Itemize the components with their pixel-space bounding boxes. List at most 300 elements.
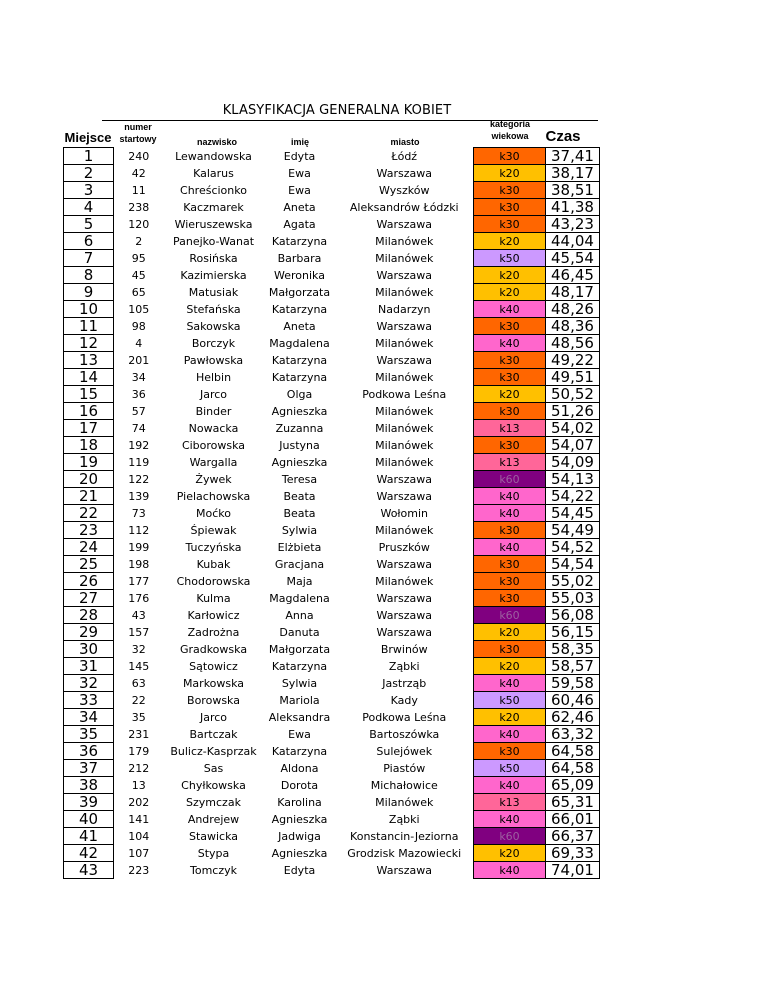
cell-cat: k30 xyxy=(474,641,546,658)
cell-city: Ząbki xyxy=(388,659,420,673)
cell-city: Wyszków xyxy=(379,183,430,197)
cell-city: Podkowa Leśna xyxy=(362,387,447,401)
cell-name: Ewa xyxy=(288,727,311,741)
cell-time: 49,22 xyxy=(546,352,600,369)
cell-time: 63,32 xyxy=(546,726,600,743)
cell-city: Piastów xyxy=(383,761,426,775)
cell-surname: Bartczak xyxy=(189,727,238,741)
cell-time: 55,02 xyxy=(546,573,600,590)
cell-surname: Kaczmarek xyxy=(183,200,244,214)
cell-cat: k30 xyxy=(474,437,546,454)
cell-time: 54,13 xyxy=(546,471,600,488)
cell-city: Milanówek xyxy=(375,438,434,452)
cell-time: 55,03 xyxy=(546,590,600,607)
cell-name: Katarzyna xyxy=(271,353,328,367)
cell-name: Karolina xyxy=(277,795,322,809)
cell-city: Milanówek xyxy=(375,795,434,809)
table-row xyxy=(64,233,600,250)
cell-time: 48,26 xyxy=(546,301,600,318)
table-row xyxy=(64,675,600,692)
cell-place: 25 xyxy=(64,556,114,573)
cell-time: 54,09 xyxy=(546,454,600,471)
cell-place: 9 xyxy=(64,284,114,301)
cell-time: 48,56 xyxy=(546,335,600,352)
cell-time: 37,41 xyxy=(546,148,600,165)
table-row xyxy=(64,777,600,794)
table-row xyxy=(64,250,600,267)
results-table xyxy=(63,147,600,879)
cell-name: Weronika xyxy=(274,268,325,282)
table-row xyxy=(64,828,600,845)
cell-surname: Kalarus xyxy=(193,166,234,180)
cell-city: Bartoszówka xyxy=(369,727,440,741)
table-row xyxy=(64,454,600,471)
cell-name: Jadwiga xyxy=(278,829,321,843)
cell-cat: k20 xyxy=(474,386,546,403)
cell-place: 23 xyxy=(64,522,114,539)
cell-time: 74,01 xyxy=(546,862,600,879)
cell-start: 32 xyxy=(114,641,164,658)
cell-name: Anna xyxy=(285,608,314,622)
cell-cat: k30 xyxy=(474,369,546,386)
cell-place: 10 xyxy=(64,301,114,318)
cell-time: 54,54 xyxy=(546,556,600,573)
cell-start: 112 xyxy=(114,522,164,539)
cell-time: 51,26 xyxy=(546,403,600,420)
cell-city: Grodzisk Mazowiecki xyxy=(347,846,462,860)
table-row xyxy=(64,284,600,301)
table-row xyxy=(64,437,600,454)
cell-surname: Matusiak xyxy=(188,285,239,299)
cell-city: Warszawa xyxy=(376,591,432,605)
cell-city: Milanówek xyxy=(375,370,434,384)
table-row xyxy=(64,709,600,726)
cell-city: Jastrząb xyxy=(382,676,427,690)
cell-start: 199 xyxy=(114,539,164,556)
cell-city: Sulejówek xyxy=(376,744,433,758)
cell-surname: Żywek xyxy=(195,472,232,486)
table-row xyxy=(64,505,600,522)
cell-city: Milanówek xyxy=(375,574,434,588)
cell-surname: Tuczyńska xyxy=(185,540,242,554)
cell-place: 22 xyxy=(64,505,114,522)
table-row xyxy=(64,352,600,369)
cell-time: 54,07 xyxy=(546,437,600,454)
cell-start: 120 xyxy=(114,216,164,233)
table-row xyxy=(64,165,600,182)
cell-cat: k40 xyxy=(474,539,546,556)
cell-surname: Gradkowska xyxy=(179,642,248,656)
cell-place: 29 xyxy=(64,624,114,641)
cell-time: 62,46 xyxy=(546,709,600,726)
table-row xyxy=(64,658,600,675)
cell-cat: k40 xyxy=(474,335,546,352)
cell-cat: k60 xyxy=(474,607,546,624)
table-row xyxy=(64,369,600,386)
cell-start: 4 xyxy=(114,335,164,352)
cell-surname: Jarco xyxy=(199,710,228,724)
cell-place: 27 xyxy=(64,590,114,607)
cell-start: 11 xyxy=(114,182,164,199)
cell-name: Dorota xyxy=(280,778,319,792)
cell-time: 50,52 xyxy=(546,386,600,403)
cell-surname: Borowska xyxy=(187,693,240,707)
cell-place: 15 xyxy=(64,386,114,403)
cell-start: 104 xyxy=(114,828,164,845)
cell-start: 192 xyxy=(114,437,164,454)
header-start-line1: numer xyxy=(124,122,152,132)
header-name: imię xyxy=(290,137,309,147)
cell-name: Agata xyxy=(283,217,316,231)
cell-start: 202 xyxy=(114,794,164,811)
cell-place: 32 xyxy=(64,675,114,692)
cell-city: Warszawa xyxy=(376,166,432,180)
cell-surname: Markowska xyxy=(182,676,245,690)
cell-name: Małgorzata xyxy=(268,642,331,656)
cell-place: 17 xyxy=(64,420,114,437)
header-cat-line1: kategoria xyxy=(489,119,531,129)
cell-name: Justyna xyxy=(279,438,320,452)
cell-time: 43,23 xyxy=(546,216,600,233)
cell-start: 43 xyxy=(114,607,164,624)
cell-time: 54,49 xyxy=(546,522,600,539)
cell-start: 201 xyxy=(114,352,164,369)
cell-time: 69,33 xyxy=(546,845,600,862)
page-title: KLASYFIKACJA GENERALNA KOBIET xyxy=(222,103,452,118)
header-city: miasto xyxy=(390,137,420,147)
cell-place: 6 xyxy=(64,233,114,250)
cell-place: 24 xyxy=(64,539,114,556)
cell-start: 198 xyxy=(114,556,164,573)
cell-surname: Stypa xyxy=(197,846,230,860)
table-row xyxy=(64,726,600,743)
cell-place: 37 xyxy=(64,760,114,777)
cell-start: 145 xyxy=(114,658,164,675)
cell-city: Milanówek xyxy=(375,421,434,435)
cell-surname: Zadrożna xyxy=(187,625,240,639)
cell-name: Agnieszka xyxy=(271,812,328,826)
table-row xyxy=(64,641,600,658)
cell-name: Beata xyxy=(283,489,316,503)
cell-name: Agnieszka xyxy=(271,846,328,860)
cell-start: 95 xyxy=(114,250,164,267)
cell-place: 11 xyxy=(64,318,114,335)
cell-name: Maja xyxy=(286,574,313,588)
cell-name: Zuzanna xyxy=(275,421,324,435)
cell-start: 176 xyxy=(114,590,164,607)
cell-place: 3 xyxy=(64,182,114,199)
cell-name: Katarzyna xyxy=(271,659,328,673)
table-row xyxy=(64,794,600,811)
cell-start: 177 xyxy=(114,573,164,590)
cell-time: 49,51 xyxy=(546,369,600,386)
cell-cat: k50 xyxy=(474,250,546,267)
cell-city: Milanówek xyxy=(375,251,434,265)
table-row xyxy=(64,760,600,777)
cell-place: 21 xyxy=(64,488,114,505)
cell-name: Beata xyxy=(283,506,316,520)
cell-name: Gracjana xyxy=(274,557,325,571)
cell-place: 39 xyxy=(64,794,114,811)
cell-place: 30 xyxy=(64,641,114,658)
cell-place: 12 xyxy=(64,335,114,352)
cell-name: Edyta xyxy=(283,149,316,163)
cell-start: 73 xyxy=(114,505,164,522)
header-start-line2: startowy xyxy=(119,134,157,144)
cell-surname: Kulma xyxy=(196,591,231,605)
cell-name: Aneta xyxy=(283,200,316,214)
cell-cat: k30 xyxy=(474,352,546,369)
cell-cat: k40 xyxy=(474,777,546,794)
cell-cat: k30 xyxy=(474,590,546,607)
cell-surname: Tomczyk xyxy=(190,863,237,877)
cell-surname: Panejko-Wanat xyxy=(172,234,255,248)
table-row xyxy=(64,845,600,862)
cell-cat: k13 xyxy=(474,420,546,437)
cell-city: Warszawa xyxy=(376,353,432,367)
table-row xyxy=(64,624,600,641)
cell-surname: Bulicz-Kasprzak xyxy=(170,744,257,758)
cell-name: Danuta xyxy=(279,625,320,639)
cell-cat: k60 xyxy=(474,828,546,845)
cell-surname: Sakowska xyxy=(186,319,241,333)
cell-city: Ząbki xyxy=(388,812,420,826)
cell-time: 38,51 xyxy=(546,182,600,199)
table-row xyxy=(64,862,600,879)
cell-cat: k40 xyxy=(474,862,546,879)
cell-time: 48,36 xyxy=(546,318,600,335)
cell-time: 65,09 xyxy=(546,777,600,794)
cell-start: 141 xyxy=(114,811,164,828)
cell-name: Sylwia xyxy=(281,676,318,690)
cell-city: Milanówek xyxy=(375,523,434,537)
cell-name: Mariola xyxy=(279,693,320,707)
cell-cat: k20 xyxy=(474,658,546,675)
cell-surname: Ciborowska xyxy=(181,438,246,452)
table-row xyxy=(64,556,600,573)
cell-name: Agnieszka xyxy=(271,455,328,469)
table-row xyxy=(64,318,600,335)
cell-cat: k20 xyxy=(474,845,546,862)
cell-surname: Andrejew xyxy=(187,812,240,826)
cell-city: Warszawa xyxy=(376,217,432,231)
cell-start: 65 xyxy=(114,284,164,301)
cell-cat: k30 xyxy=(474,318,546,335)
cell-cat: k13 xyxy=(474,794,546,811)
cell-place: 8 xyxy=(64,267,114,284)
cell-start: 63 xyxy=(114,675,164,692)
cell-start: 107 xyxy=(114,845,164,862)
table-row xyxy=(64,488,600,505)
cell-cat: k20 xyxy=(474,233,546,250)
table-row xyxy=(64,607,600,624)
cell-city: Milanówek xyxy=(375,336,434,350)
cell-surname: Lewandowska xyxy=(175,149,252,163)
table-row xyxy=(64,692,600,709)
cell-surname: Kubak xyxy=(196,557,231,571)
cell-place: 26 xyxy=(64,573,114,590)
table-row xyxy=(64,182,600,199)
header-place: Miejsce xyxy=(64,130,112,145)
cell-name: Katarzyna xyxy=(271,302,328,316)
cell-place: 31 xyxy=(64,658,114,675)
cell-cat: k30 xyxy=(474,182,546,199)
cell-city: Warszawa xyxy=(376,863,432,877)
cell-start: 42 xyxy=(114,165,164,182)
table-row xyxy=(64,301,600,318)
cell-start: 22 xyxy=(114,692,164,709)
cell-cat: k50 xyxy=(474,760,546,777)
cell-cat: k30 xyxy=(474,522,546,539)
cell-city: Milanówek xyxy=(375,455,434,469)
cell-cat: k20 xyxy=(474,709,546,726)
cell-place: 4 xyxy=(64,199,114,216)
cell-name: Barbara xyxy=(277,251,322,265)
cell-surname: Stawicka xyxy=(188,829,239,843)
cell-name: Magdalena xyxy=(269,336,330,350)
cell-place: 34 xyxy=(64,709,114,726)
cell-surname: Szymczak xyxy=(186,795,241,809)
cell-name: Katarzyna xyxy=(271,370,328,384)
cell-cat: k40 xyxy=(474,811,546,828)
cell-start: 98 xyxy=(114,318,164,335)
cell-name: Katarzyna xyxy=(271,744,328,758)
cell-surname: Nowacka xyxy=(188,421,239,435)
cell-place: 33 xyxy=(64,692,114,709)
cell-start: 74 xyxy=(114,420,164,437)
header-time: Czas xyxy=(545,128,581,145)
cell-city: Warszawa xyxy=(376,625,432,639)
cell-surname: Wargalla xyxy=(189,455,238,469)
cell-name: Sylwia xyxy=(281,523,318,537)
cell-time: 41,38 xyxy=(546,199,600,216)
header-surname: nazwisko xyxy=(196,137,237,147)
cell-city: Warszawa xyxy=(376,319,432,333)
cell-start: 2 xyxy=(114,233,164,250)
cell-time: 38,17 xyxy=(546,165,600,182)
cell-time: 46,45 xyxy=(546,267,600,284)
cell-place: 38 xyxy=(64,777,114,794)
cell-time: 58,57 xyxy=(546,658,600,675)
table-row xyxy=(64,216,600,233)
table-row xyxy=(64,811,600,828)
cell-place: 16 xyxy=(64,403,114,420)
cell-cat: k40 xyxy=(474,505,546,522)
cell-city: Michałowice xyxy=(370,778,438,792)
cell-name: Olga xyxy=(286,387,313,401)
cell-surname: Moćko xyxy=(196,506,231,520)
table-row xyxy=(64,267,600,284)
cell-start: 13 xyxy=(114,777,164,794)
cell-surname: Karłowicz xyxy=(187,608,240,622)
cell-surname: Chodorowska xyxy=(176,574,251,588)
table-row xyxy=(64,335,600,352)
cell-time: 56,08 xyxy=(546,607,600,624)
cell-place: 42 xyxy=(64,845,114,862)
cell-surname: Helbin xyxy=(195,370,232,384)
cell-city: Warszawa xyxy=(376,608,432,622)
cell-place: 13 xyxy=(64,352,114,369)
cell-cat: k13 xyxy=(474,454,546,471)
cell-place: 14 xyxy=(64,369,114,386)
cell-time: 58,35 xyxy=(546,641,600,658)
cell-surname: Kazimierska xyxy=(180,268,247,282)
cell-place: 43 xyxy=(64,862,114,879)
cell-cat: k30 xyxy=(474,556,546,573)
table-row xyxy=(64,590,600,607)
cell-time: 54,02 xyxy=(546,420,600,437)
cell-cat: k30 xyxy=(474,573,546,590)
table-row xyxy=(64,386,600,403)
cell-city: Milanówek xyxy=(375,285,434,299)
cell-place: 35 xyxy=(64,726,114,743)
cell-start: 57 xyxy=(114,403,164,420)
cell-cat: k20 xyxy=(474,267,546,284)
cell-time: 44,04 xyxy=(546,233,600,250)
header-cat-line2: wiekowa xyxy=(491,131,529,141)
cell-surname: Wieruszewska xyxy=(174,217,253,231)
cell-surname: Binder xyxy=(195,404,232,418)
cell-name: Małgorzata xyxy=(268,285,331,299)
cell-place: 19 xyxy=(64,454,114,471)
cell-cat: k30 xyxy=(474,148,546,165)
cell-name: Ewa xyxy=(288,183,311,197)
cell-surname: Pielachowska xyxy=(176,489,251,503)
cell-name: Agnieszka xyxy=(271,404,328,418)
cell-time: 65,31 xyxy=(546,794,600,811)
cell-city: Brwinów xyxy=(380,642,428,656)
cell-city: Wołomin xyxy=(380,506,429,520)
cell-city: Łódź xyxy=(391,149,418,163)
cell-cat: k40 xyxy=(474,726,546,743)
cell-place: 18 xyxy=(64,437,114,454)
cell-start: 157 xyxy=(114,624,164,641)
cell-city: Milanówek xyxy=(375,234,434,248)
table-row xyxy=(64,471,600,488)
table-row xyxy=(64,148,600,165)
cell-city: Konstancin-Jeziorna xyxy=(350,829,459,843)
cell-start: 45 xyxy=(114,267,164,284)
cell-surname: Chreścionko xyxy=(180,183,247,197)
cell-cat: k30 xyxy=(474,403,546,420)
cell-city: Milanówek xyxy=(375,404,434,418)
table-row xyxy=(64,539,600,556)
cell-time: 48,17 xyxy=(546,284,600,301)
cell-cat: k30 xyxy=(474,216,546,233)
cell-time: 60,46 xyxy=(546,692,600,709)
cell-cat: k20 xyxy=(474,165,546,182)
cell-start: 35 xyxy=(114,709,164,726)
cell-city: Warszawa xyxy=(376,268,432,282)
cell-start: 119 xyxy=(114,454,164,471)
cell-surname: Borczyk xyxy=(191,336,236,350)
cell-name: Magdalena xyxy=(269,591,330,605)
cell-start: 139 xyxy=(114,488,164,505)
cell-time: 64,58 xyxy=(546,743,600,760)
cell-cat: k40 xyxy=(474,301,546,318)
table-row xyxy=(64,743,600,760)
cell-name: Aldona xyxy=(280,761,319,775)
cell-place: 1 xyxy=(64,148,114,165)
cell-place: 28 xyxy=(64,607,114,624)
cell-city: Warszawa xyxy=(376,557,432,571)
cell-time: 54,45 xyxy=(546,505,600,522)
cell-place: 36 xyxy=(64,743,114,760)
cell-city: Warszawa xyxy=(376,472,432,486)
cell-start: 238 xyxy=(114,199,164,216)
cell-time: 64,58 xyxy=(546,760,600,777)
cell-name: Aneta xyxy=(283,319,316,333)
